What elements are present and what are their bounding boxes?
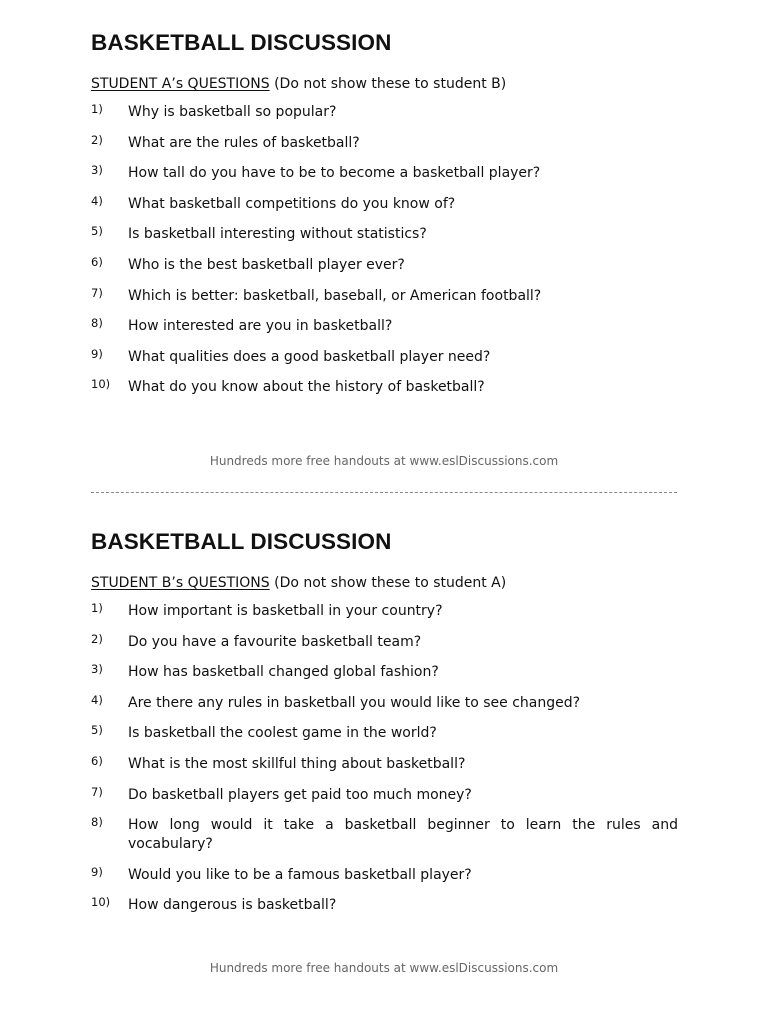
question-text: What basketball competitions do you know of? xyxy=(128,195,456,212)
question-item xyxy=(91,103,678,122)
cut-line-divider xyxy=(91,492,677,493)
section-title: BASKETBALL DISCUSSION xyxy=(91,30,392,55)
question-number: 3) xyxy=(91,163,103,178)
question-item xyxy=(91,866,678,885)
question-number: 5) xyxy=(91,723,103,738)
question-item xyxy=(91,256,678,275)
question-text: Would you like to be a famous basketball player? xyxy=(128,866,472,883)
question-item xyxy=(91,896,678,915)
question-text: What do you know about the history of basketball? xyxy=(128,379,485,396)
question-number: 8) xyxy=(91,815,103,830)
question-number: 6) xyxy=(91,753,103,768)
question-text: Do you have a favourite basketball team? xyxy=(128,633,422,650)
question-text: Who is the best basketball player ever? xyxy=(128,256,405,273)
question-number: 3) xyxy=(91,662,103,677)
question-item xyxy=(91,663,678,682)
subtitle-note: (Do not show these to student B) xyxy=(269,76,507,92)
question-number: 4) xyxy=(91,692,103,707)
question-item xyxy=(91,134,678,153)
question-item xyxy=(91,287,678,306)
question-item xyxy=(91,755,678,774)
question-number: 9) xyxy=(91,346,103,361)
question-item xyxy=(91,816,678,854)
question-text: Do basketball players get paid too much money? xyxy=(128,786,472,803)
section-subtitle xyxy=(91,574,678,592)
question-item xyxy=(91,225,678,244)
question-number: 4) xyxy=(91,193,103,208)
question-item xyxy=(91,602,678,621)
subtitle-label: STUDENT B’s QUESTIONS xyxy=(91,575,270,591)
question-number: 2) xyxy=(91,631,103,646)
question-item xyxy=(91,724,678,743)
question-number: 9) xyxy=(91,864,103,879)
question-number: 6) xyxy=(91,254,103,269)
question-text: How tall do you have to be to become a basketball player? xyxy=(128,165,541,182)
question-number: 7) xyxy=(91,285,103,300)
question-text: What is the most skillful thing about basketball? xyxy=(128,755,466,772)
handout-footer: Hundreds more free handouts at www.eslDiscussions.com xyxy=(209,961,559,975)
question-list xyxy=(91,602,678,915)
question-item xyxy=(91,348,678,367)
question-text: How interested are you in basketball? xyxy=(128,318,393,335)
question-item xyxy=(91,694,678,713)
question-item xyxy=(91,164,678,183)
question-item xyxy=(91,633,678,652)
question-number: 10) xyxy=(91,377,111,392)
question-text: Which is better: basketball, baseball, or American football? xyxy=(128,287,542,304)
question-number: 1) xyxy=(91,102,103,116)
question-item xyxy=(91,378,678,397)
question-text: How has basketball changed global fashion? xyxy=(128,664,439,681)
question-item xyxy=(91,317,678,336)
question-text: How important is basketball in your country? xyxy=(128,603,443,619)
question-text: Why is basketball so popular? xyxy=(128,104,337,120)
question-text: What qualities does a good basketball player need? xyxy=(128,348,491,365)
question-number: 8) xyxy=(91,316,103,331)
question-text: How long would it take a basketball beginner to learn the rules and vocabulary? xyxy=(128,817,678,853)
question-number: 2) xyxy=(91,132,103,147)
question-item xyxy=(91,786,678,805)
section-title: BASKETBALL DISCUSSION xyxy=(91,529,392,554)
question-number: 5) xyxy=(91,224,103,239)
question-number: 10) xyxy=(91,895,111,910)
section-subtitle xyxy=(91,75,678,93)
question-item xyxy=(91,195,678,214)
subtitle-label: STUDENT A’s QUESTIONS xyxy=(91,76,270,92)
question-text: Is basketball the coolest game in the world? xyxy=(128,725,437,742)
handout-footer: Hundreds more free handouts at www.eslDiscussions.com xyxy=(209,454,559,468)
question-text: What are the rules of basketball? xyxy=(128,134,360,151)
question-text: Are there any rules in basketball you would like to see changed? xyxy=(128,694,581,711)
question-number: 1) xyxy=(91,601,103,615)
question-list xyxy=(91,103,678,397)
subtitle-note: (Do not show these to student A) xyxy=(269,575,507,591)
student-b-section xyxy=(91,527,678,927)
question-text: How dangerous is basketball? xyxy=(128,897,337,914)
student-a-section xyxy=(91,28,678,409)
question-text: Is basketball interesting without statistics? xyxy=(128,226,427,243)
question-number: 7) xyxy=(91,784,103,799)
